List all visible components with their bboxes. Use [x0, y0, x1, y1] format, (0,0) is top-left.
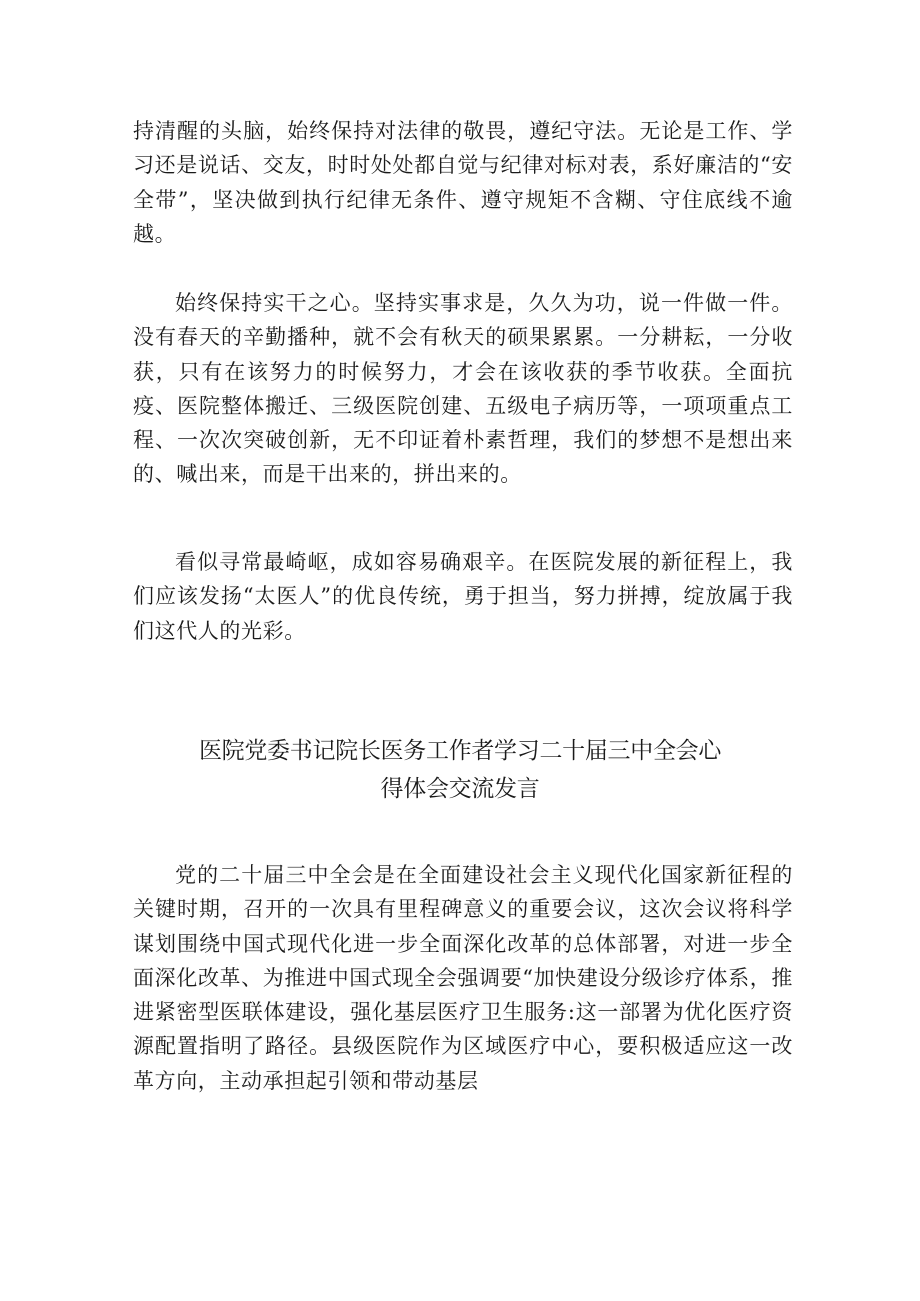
- section-title-line-1: 医院党委书记院长医务工作者学习二十届三中全会心: [198, 738, 722, 764]
- paragraph-new-journey: 看似寻常最崎岖，成如容易确艰辛。在医院发展的新征程上，我们应该发扬“太医人”的优良传统，勇于担当，努力拼搏，绽放属于我们这代人的光彩。: [133, 550, 793, 643]
- paragraph-hard-work: 始终保持实干之心。坚持实事求是，久久为功，说一件做一件。没有春天的辛勤播种，就不会有秋天的硕果累累。一分耕耘，一分收获，只有在该努力的时候努力，才会在该收获的季节收获。全面抗疫、医院整体搬迁、三级医院创建、五级电子病历等，一项项重点工程、一次次突破创新，无不印证着朴素哲理，我们的梦想不是想出来的、喊出来，而是干出来的，拼出来的。: [133, 291, 793, 487]
- section-title-line-2: 得体会交流发言: [380, 776, 540, 802]
- section-title: [120, 732, 800, 808]
- paragraph-plenary-session: 党的二十届三中全会是在全面建设社会主义现代化国家新征程的关键时期，召开的一次具有里程碑意义的重要会议，这次会议将科学谋划围绕中国式现代化进一步全面深化改革的总体部署，对进一步全面深化改革、为推进中国式现全会强调要“加快建设分级诊疗体系，推进紧密型医联体建设，强化基层医疗卫生服务:这一部署为优化医疗资源配置指明了路径。县级医院作为区域医疗中心，要积极适应这一改革方向，主动承担起引领和带动基层: [133, 863, 793, 1093]
- paragraph-discipline: 持清醒的头脑，始终保持对法律的敬畏，遵纪守法。无论是工作、学习还是说话、交友，时时处处都自觉与纪律对标对表，系好廉洁的“安全带”，坚决做到执行纪律无条件、遵守规矩不含糊、守住底线不逾越。: [133, 119, 793, 246]
